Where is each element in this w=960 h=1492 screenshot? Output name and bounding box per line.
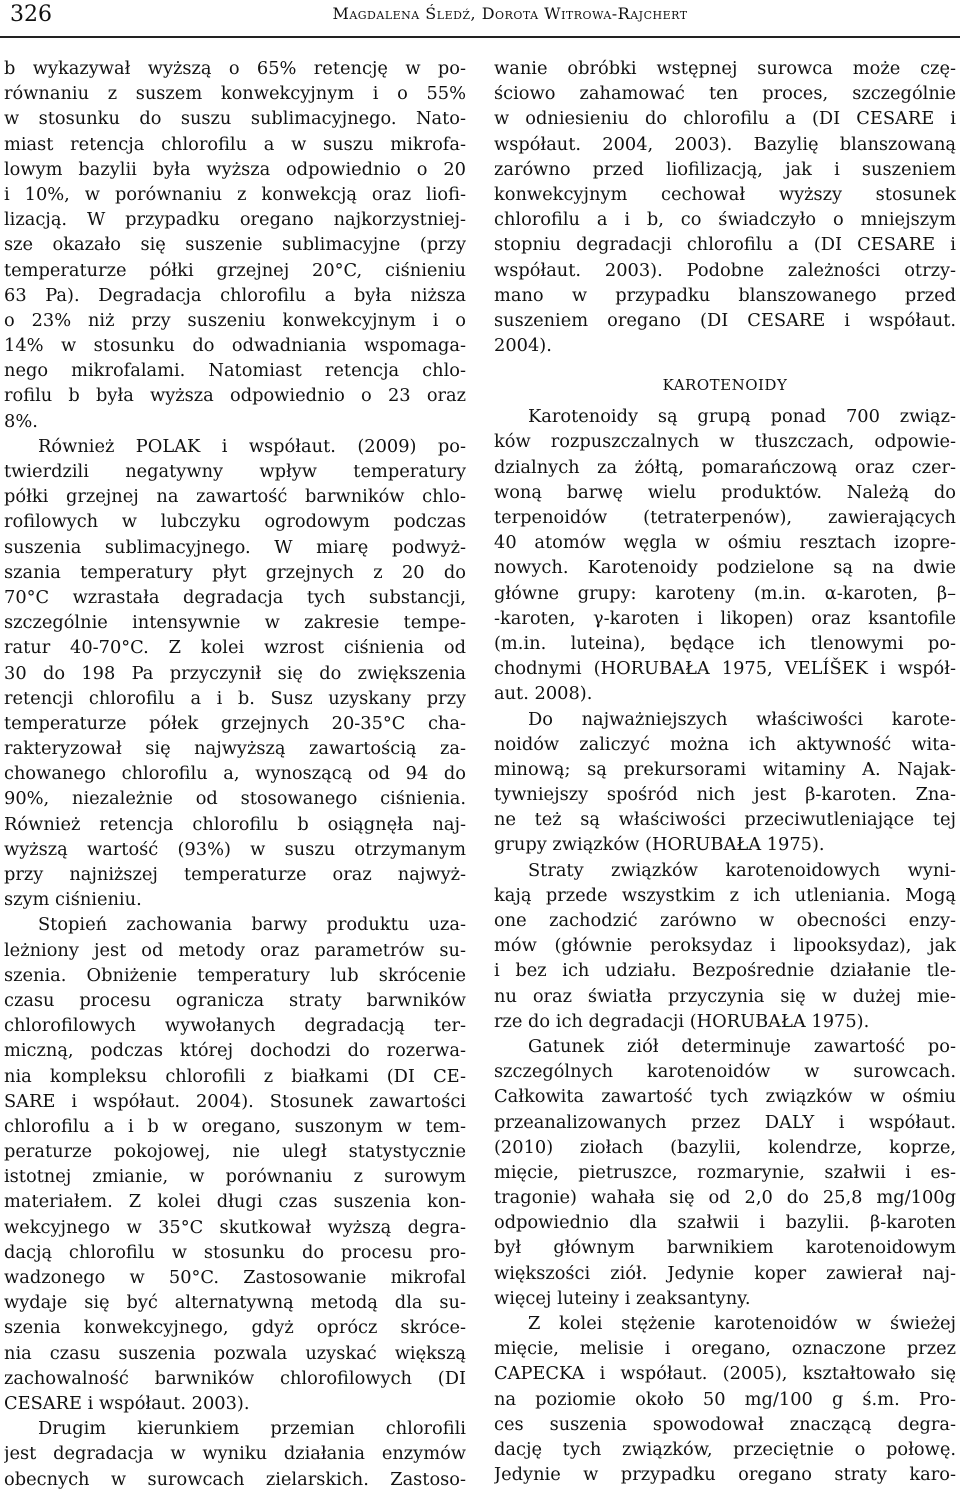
text-line: chlorofilu a i b w oregano, suszonym w tem- bbox=[4, 1115, 466, 1137]
text-line: 14% w stosunku do odwadniania wspomaga- bbox=[4, 335, 466, 357]
text-line: leżniony jest od metody oraz parametrów su- bbox=[4, 939, 466, 961]
text-line: miczną, podczas której dochodzi do rozerwa- bbox=[4, 1040, 466, 1062]
text-line: przy najniższej temperaturze oraz najwyż- bbox=[4, 864, 466, 885]
running-head: Magdalena Śledź, Dorota Witrowa-Rajchert bbox=[332, 4, 688, 23]
text-line: szenia. Obniżenie temperatury lub skrócenie bbox=[4, 964, 466, 986]
text-line: dacją chlorofilu w stosunku do procesu pro- bbox=[4, 1241, 466, 1263]
text-line: konwekcyjnym cechował wyższy stosunek bbox=[494, 183, 956, 205]
text-line: lizacją. W przypadku oregano najkorzystniej- bbox=[4, 209, 466, 231]
text-line: noidów zaliczyć można ich aktywność wita- bbox=[494, 733, 956, 755]
text-line: aut. 2008). bbox=[494, 683, 593, 705]
text-line: nia czasu suszenia pozwala uzyskać większą bbox=[4, 1342, 466, 1364]
text-line: większości ziół. Jedynie koper zawierał naj- bbox=[494, 1262, 956, 1284]
text-line: twierdzili negatywny wpływ temperatury bbox=[4, 461, 466, 482]
text-line: Do najważniejszych właściwości karote- bbox=[528, 708, 956, 730]
text-line: nowych. Karotenoidy podzielone są na dwie bbox=[494, 557, 956, 579]
text-line: Całkowita zawartość tych związków w ośmiu bbox=[494, 1086, 956, 1108]
text-line: sze okazało się suszenie sublimacyjne (przy bbox=[4, 234, 466, 256]
text-line: nu oraz światła przyczynia się w dużej mie- bbox=[494, 985, 956, 1007]
text-line: szenia konwekcyjnego, gdyż oprócz skróce- bbox=[4, 1317, 466, 1339]
text-line: półki grzejnej na zawartość barwników chlo- bbox=[4, 486, 466, 508]
text-line: (m.in. luteina), będące ich tlenowymi po- bbox=[494, 632, 956, 654]
text-line: chlorofilowych wywołanych degradacją ter- bbox=[4, 1015, 466, 1037]
text-line: szania temperatury płyt grzejnych z 20 do bbox=[4, 561, 466, 583]
text-line: czasu procesu ogranicza straty barwników bbox=[4, 989, 466, 1011]
text-line: suszeniem oregano (DI CESARE i współaut. bbox=[494, 309, 956, 331]
text-line: materiałem. Z kolei długi czas suszenia kon- bbox=[4, 1191, 466, 1213]
text-line: mięcie, melisie i oregano, oznaczone przez bbox=[494, 1338, 956, 1360]
text-line: retencji chlorofilu a i b. Susz uzyskany przy bbox=[4, 687, 466, 709]
text-line: był głównym barwnikiem karotenoidowym bbox=[494, 1237, 956, 1259]
text-line: wyższą wartość (93%) w suszu otrzymanym bbox=[4, 838, 466, 860]
spacer bbox=[494, 358, 956, 366]
text-line: szczególnie intensywnie w zakresie tempe- bbox=[4, 612, 466, 634]
text-line: tragonie) wahała się od 2,0 do 25,8 mg/100g bbox=[494, 1187, 956, 1209]
text-line: peraturze pokojowej, nie uległ statystycznie bbox=[4, 1141, 466, 1163]
text-line: SARE i współaut. 2004). Stosunek zawartości bbox=[4, 1090, 466, 1112]
text-line: Karotenoidy są grupą ponad 700 związ- bbox=[528, 406, 956, 428]
text-line: Straty związków karotenoidowych wyni- bbox=[528, 859, 956, 881]
text-line: zarówno przed liofilizacją, jak i suszeniem bbox=[494, 158, 956, 180]
text-line: i bez ich udziału. Bezpośrednie działanie tle- bbox=[494, 960, 956, 982]
text-line: terpenoidów (tetraterpenów), zawierających bbox=[494, 507, 956, 528]
text-line: minową; są prekursorami witaminy A. Najak- bbox=[494, 758, 956, 780]
text-line: wadzonego w 50°C. Zastosowanie mikrofal bbox=[4, 1267, 466, 1288]
text-line: rze do ich degradacji (HORUBAŁA 1975). bbox=[494, 1010, 870, 1032]
text-line: temperaturze półki grzejnej 20°C, ciśnieniu bbox=[4, 259, 466, 281]
text-line: chodnymi (HORUBAŁA 1975, VELÍŠEK i współ- bbox=[494, 658, 956, 680]
text-line: 90%, niezależnie od stosowanego ciśnienia. bbox=[4, 788, 466, 810]
header-rule bbox=[0, 36, 960, 38]
text-line: 30 do 198 Pa przyczynił się do zwiększenia bbox=[4, 662, 466, 684]
text-line: Jedynie w przypadku oregano straty karo- bbox=[494, 1464, 956, 1486]
text-line: jest degradacja w wyniku działania enzymów bbox=[4, 1443, 466, 1465]
text-line: (2010) ziołach (bazylii, kolendrze, koprze, bbox=[494, 1136, 956, 1158]
text-line: przeanalizowanych przez DALY i współaut. bbox=[494, 1111, 956, 1133]
text-line: 8%. bbox=[4, 410, 38, 432]
text-line: Gatunek ziół determinuje zawartość po- bbox=[528, 1035, 956, 1057]
text-line: współaut. 2004, 2003). Bazylię blanszowaną bbox=[494, 133, 956, 155]
text-line: tywniejszy spośród nich jest β-karoten. Zna- bbox=[494, 784, 956, 806]
text-line: na poziomie około 50 mg/100 g ś.m. Pro- bbox=[494, 1388, 956, 1410]
text-line: kają przede wszystkim z ich utleniania. Mogą bbox=[494, 884, 956, 906]
text-line: 63 Pa). Degradacja chlorofilu a była niższa bbox=[4, 284, 466, 306]
text-line: Z kolei stężenie karotenoidów w świeżej bbox=[528, 1313, 956, 1334]
text-line: dzialnych za żółtą, pomarańczową oraz czer- bbox=[494, 456, 956, 478]
text-line: szczególnych karotenoidów w surowcach. bbox=[494, 1061, 956, 1083]
right-column bbox=[494, 56, 956, 1487]
text-line: nego mikrofalami. Natomiast retencja chlo- bbox=[4, 360, 466, 382]
text-line: dację tych związków, przeciętnie o połowę. bbox=[494, 1438, 956, 1460]
text-line: temperaturze półek grzejnych 20-35°C cha- bbox=[4, 712, 466, 734]
text-line: miast retencja chlorofilu a w suszu mikrofa- bbox=[4, 133, 466, 155]
text-line: ków rozpuszczalnych w tłuszczach, odpowie- bbox=[494, 431, 956, 453]
text-line: grupy związków (HORUBAŁA 1975). bbox=[494, 834, 825, 856]
section-heading: KAROTENOIDY bbox=[662, 376, 788, 395]
text-line: nia kompleksu chlorofili z białkami (DI CE- bbox=[4, 1065, 466, 1087]
text-line: więcej luteiny i zeaksantyny. bbox=[494, 1287, 751, 1309]
right-column-bottom-text bbox=[494, 404, 956, 1487]
text-line: Również POLAK i współaut. (2009) po- bbox=[38, 435, 466, 457]
text-line: współaut. 2003). Podobne zależności otrzy- bbox=[494, 259, 956, 281]
text-line: ne też są właściwości przeciwutleniające tej bbox=[494, 809, 956, 831]
text-line: 70°C wzrastała degradacja tych substancji, bbox=[4, 586, 466, 608]
text-line: w stosunku do suszu sublimacyjnego. Nato- bbox=[4, 108, 466, 130]
text-line: równaniu z suszem konwekcyjnym i o 55% bbox=[4, 83, 466, 105]
text-line: wekcyjnego w 35°C skutkował wyższą degra- bbox=[4, 1216, 466, 1238]
text-line: rofilowych w lubczyku ogrodowym podczas bbox=[4, 511, 466, 533]
text-line: główne grupy: karoteny (m.in. α-karoten, β– bbox=[494, 582, 956, 604]
text-line: Również retencja chlorofilu b osiągnęła naj- bbox=[4, 813, 466, 835]
page-number: 326 bbox=[10, 2, 52, 27]
page-header bbox=[0, 0, 960, 40]
text-line: o 23% niż przy suszeniu konwekcyjnym i o bbox=[4, 309, 466, 331]
text-line: 2004). bbox=[494, 335, 552, 357]
text-line: w odniesieniu do chlorofilu a (DI CESARE i bbox=[494, 108, 956, 130]
text-line: mów (głównie peroksydaz i lipooksydaz), jak bbox=[494, 935, 956, 957]
text-line: i 10%, w porównaniu z konwekcją oraz liofi- bbox=[4, 183, 466, 205]
text-line: obecnych w surowcach zielarskich. Zastoso- bbox=[4, 1468, 466, 1490]
text-line: zachowalność barwników chlorofilowych (DI bbox=[4, 1367, 466, 1389]
text-line: -karoten, γ-karoten i likopen) oraz ksantofile bbox=[494, 607, 956, 629]
text-line: szym ciśnieniu. bbox=[4, 889, 142, 911]
text-line: Drugim kierunkiem przemian chlorofili bbox=[38, 1418, 466, 1440]
text-line: suszenia sublimacyjnego. W miarę podwyż- bbox=[4, 536, 466, 558]
text-line: b wykazywał wyższą o 65% retencję w po- bbox=[4, 58, 466, 79]
text-line: 40 atomów węgla w ośmiu resztach izopre- bbox=[494, 532, 956, 554]
text-line: woną barwę wielu produktów. Należą do bbox=[494, 481, 956, 503]
text-line: Stopień zachowania barwy produktu uza- bbox=[38, 914, 466, 936]
text-line: stopniu degradacji chlorofilu a (DI CESARE i bbox=[494, 234, 956, 256]
text-line: wanie obróbki wstępnej surowca może czę- bbox=[494, 58, 956, 79]
text-line: rofilu b była wyższa odpowiednio o 23 oraz bbox=[4, 385, 466, 407]
text-line: mięcie, pietruszce, rozmarynie, szałwii i es- bbox=[494, 1161, 956, 1183]
text-line: odpowiednio dla szałwii i bazylii. β-karoten bbox=[494, 1212, 956, 1234]
text-line: ces suszenia spowodował znaczącą degra- bbox=[494, 1413, 956, 1435]
text-line: mano w przypadku blanszowanego przed bbox=[494, 284, 956, 306]
text-line: wydaje się być alternatywną metodą dla su- bbox=[4, 1292, 466, 1314]
text-line: rakteryzował się najwyższą zawartością za- bbox=[4, 738, 466, 760]
text-line: ściowo zahamować ten proces, szczególnie bbox=[494, 83, 956, 105]
text-line: ratur 40-70°C. Z kolei wzrost ciśnienia od bbox=[4, 637, 466, 659]
text-line: CESARE i współaut. 2003). bbox=[4, 1392, 250, 1414]
text-line: CAPECKA i współaut. (2005), kształtowało się bbox=[494, 1363, 956, 1385]
left-column bbox=[4, 56, 466, 1492]
right-column-top-text bbox=[494, 56, 956, 358]
text-line: one zachodzić zarówno w obecności enzy- bbox=[494, 910, 956, 931]
text-line: chowanego chlorofilu a, wynoszącą od 94 do bbox=[4, 763, 466, 785]
text-line: chlorofilu a i b, co świadczyło o mniejszym bbox=[494, 209, 956, 231]
text-line: lowym bazylii była wyższa odpowiednio o 20 bbox=[4, 158, 466, 180]
text-line: istotnej zmianie, w porównaniu z surowym bbox=[4, 1166, 466, 1188]
